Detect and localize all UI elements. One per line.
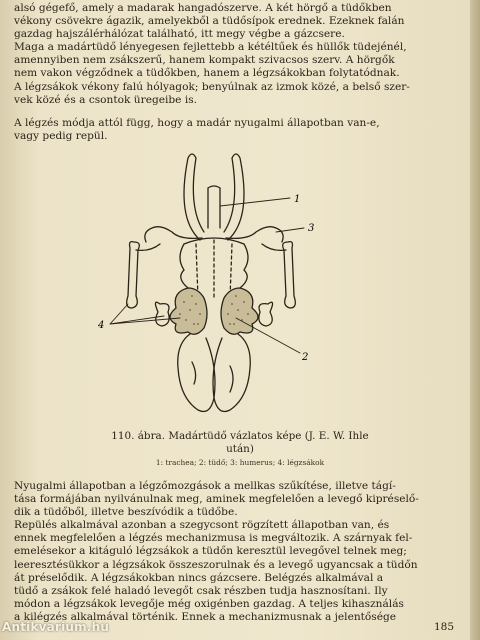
text-line: A légzés módja attól függ, hogy a madár nyugalmi állapotban van-e, xyxy=(14,117,380,129)
watermark: Antikvarium.hu xyxy=(2,620,110,634)
text-line: a kilégzés alkalmával történik. Ennek a mechanizmusnak a jelentősége xyxy=(14,610,397,623)
figure-legend: 1: trachea; 2: tüdő; 3: humerus; 4: légzsákok xyxy=(155,458,325,467)
figure-label-4: 4 xyxy=(98,320,105,331)
figure-caption: 110. ábra. Madártüdő vázlatos képe (J. E. W. Ihle után) xyxy=(111,430,369,455)
figure-label-2: 2 xyxy=(302,352,309,363)
text-line: leeresztésükkor a légzsákok összeszorulnak és a levegő ugyancsak a tüdőn xyxy=(14,558,418,571)
text-line: A légzsákok vékony falú hólyagok; benyúlnak az izmok közé, a belső szer- xyxy=(14,80,410,93)
text-line: ennek megfelelően a légzés mechanizmusa is megváltozik. A szárnyak fel- xyxy=(14,532,413,545)
text-line: Maga a madártüdő lényegesen fejlettebb a kétéltűek és hüllők tüdejénél, xyxy=(14,41,407,54)
text-line: Nyugalmi állapotban a légzőmozgások a mellkas szűkítése, illetve tágí- xyxy=(14,480,396,492)
book-spine-edge xyxy=(470,0,480,640)
text-line: át préselődik. A légzsákokban nincs gázcsere. Belégzés alkalmával a xyxy=(14,571,384,584)
text-line: vagy pedig repül. xyxy=(14,130,108,143)
text-line: alsó gégefő, amely a madarak hangadószerve. A két hörgő a tüdőkben xyxy=(14,2,392,14)
text-line: vek közé és a csontok üregeibe is. xyxy=(14,93,198,106)
paragraph-middle xyxy=(14,117,464,143)
text-line: vékony csövekre ágazik, amelyekből a tüdősípok erednek. Ezeknek falán xyxy=(14,15,405,28)
page-number: 185 xyxy=(433,621,454,633)
bird-lung-diagram xyxy=(80,148,380,426)
text-line: tása formájában nyilvánulnak meg, aminek megfelelően a levegő kipréselő- xyxy=(14,493,419,506)
text-line: Repülés alkalmával azonban a szegycsont rögzített állapotban van, és xyxy=(14,519,390,532)
text-line: nem vakon végződnek a tüdőkben, hanem a légzsákokban folytatódnak. xyxy=(14,67,400,80)
text-line: dik a tüdőből, illetve beszívódik a tüdőbe. xyxy=(14,506,238,519)
paragraph-bottom xyxy=(14,480,464,624)
figure-label-3: 3 xyxy=(308,223,315,234)
text-line: módon a légzsákok levegője még oxigénben gazdag. A teljes kihasználás xyxy=(14,597,404,610)
text-line: amennyiben nem zsákszerű, hanem kompakt szivacsos szerv. A hörgők xyxy=(14,54,395,67)
text-line: emelésekor a kitáguló légzsákok a tüdőn keresztül levegővel telnek meg; xyxy=(14,545,407,558)
text-line: gazdag hajszálérhálózat található, itt megy végbe a gázcsere. xyxy=(14,28,345,41)
paragraph-top xyxy=(14,2,464,107)
figure-label-1: 1 xyxy=(294,194,301,205)
text-line: tüdő a zsákok felé haladó levegőt csak részben tudja hasznosítani. Ily xyxy=(14,584,388,597)
bird-lung-drawing xyxy=(80,148,380,426)
